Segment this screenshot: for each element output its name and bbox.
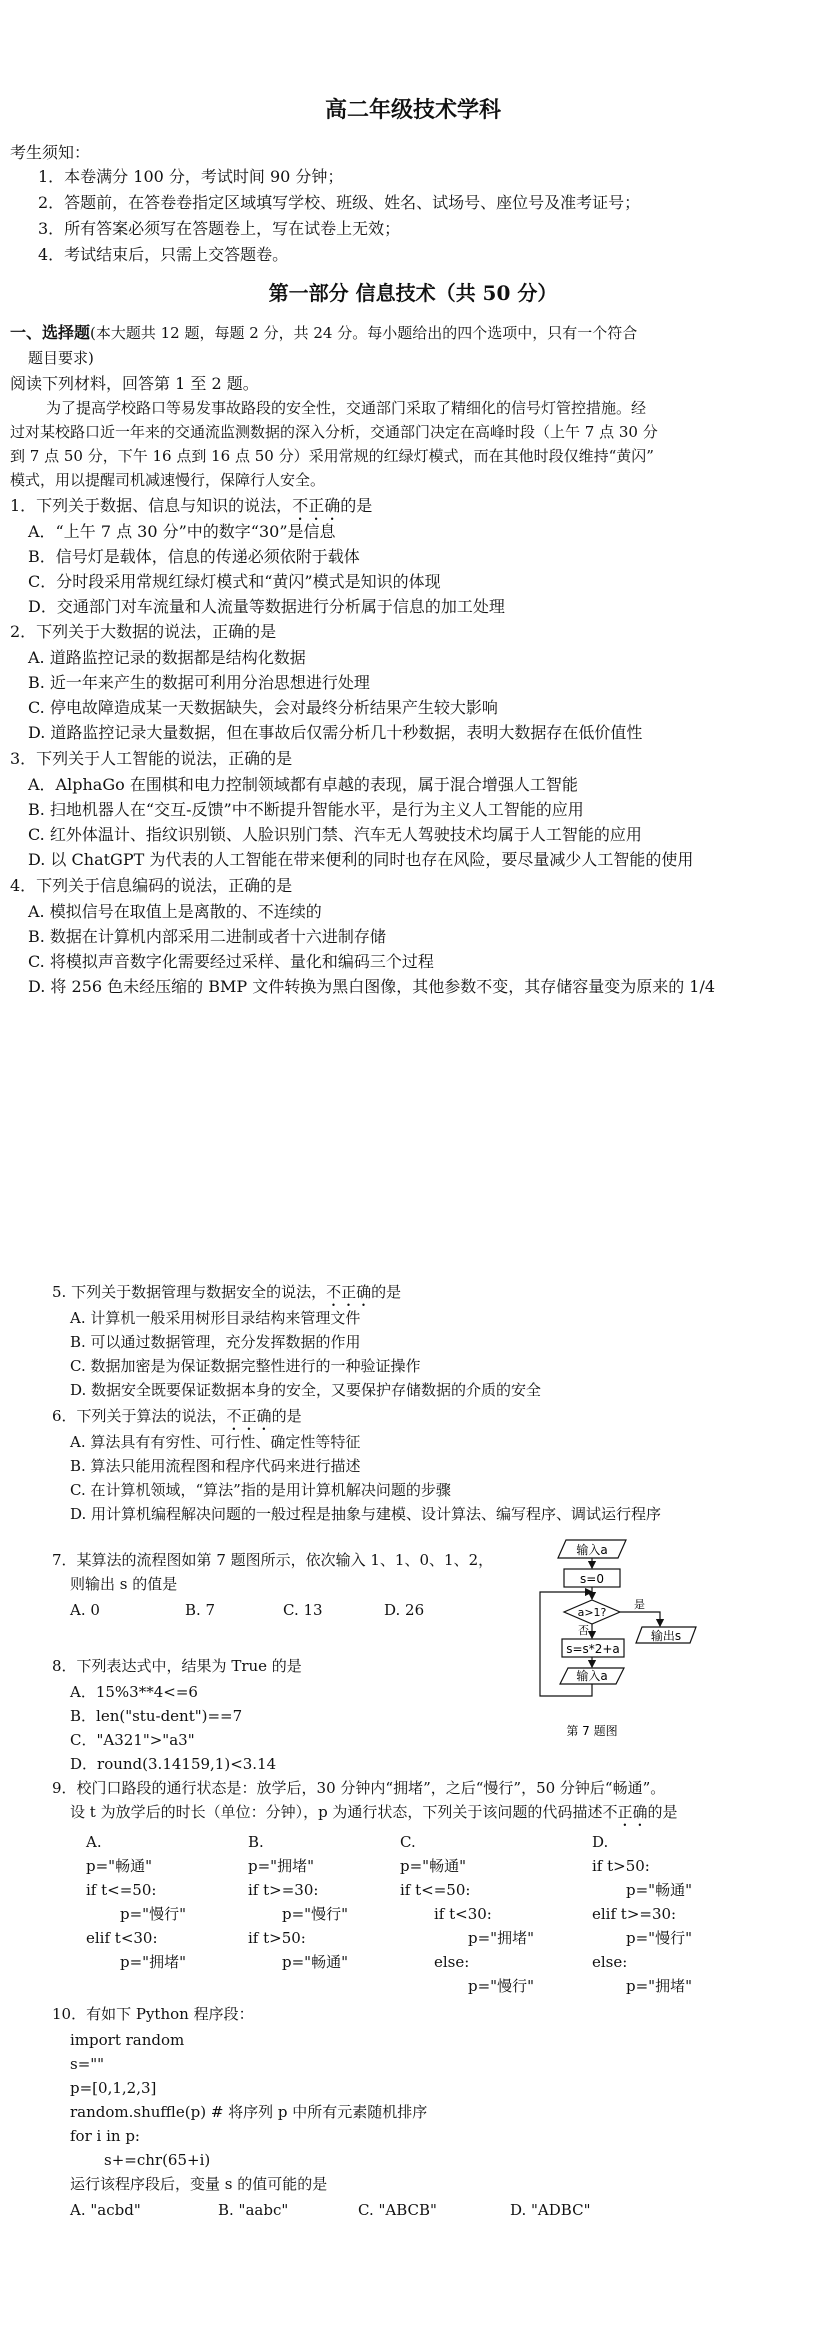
question-10-ask: 运行该程序段后，变量 s 的值可能的是	[70, 2175, 328, 2193]
option: B．信号灯是载体，信息的传递必须依附于载体	[28, 547, 360, 566]
code-option-label: C.	[400, 1833, 416, 1851]
material-line: 到 7 点 50 分，下午 16 点到 16 点 50 分）采用常规的红绿灯模式，而在其他时段仅维持“黄闪”	[10, 447, 654, 465]
code-line: p="拥堵"	[120, 1953, 186, 1971]
code-line: p="慢行"	[282, 1905, 348, 1923]
code-line: p="拥堵"	[468, 1929, 534, 1947]
notice-item: 3．所有答案必须写在答题卷上，写在试卷上无效；	[38, 219, 401, 238]
section-heading	[10, 323, 637, 343]
option: D．交通部门对车流量和人流量等数据进行分析属于信息的加工处理	[28, 597, 505, 616]
option: B. 可以通过数据管理，充分发挥数据的作用	[70, 1333, 361, 1351]
code-line: p="畅通"	[86, 1857, 152, 1875]
stem-text: 设 t 为放学后的时长（单位：分钟），p 为通行状态，下列关于该问题的代码描述不	[70, 1803, 618, 1821]
option: D．round(3.14159,1)<3.14	[70, 1755, 277, 1773]
option: B. 扫地机器人在“交互-反馈”中不断提升智能水平，是行为主义人工智能的应用	[28, 800, 584, 819]
option: A. 计算机一般采用树形目录结构来管理文件	[70, 1309, 361, 1327]
option: D. 26	[384, 1601, 425, 1619]
option: B. "aabc"	[218, 2201, 289, 2219]
question-9-stem: 9．校门口路段的通行状态是：放学后，30 分钟内“拥堵”，之后“慢行”，50 分钟后“畅通”。	[52, 1779, 666, 1797]
option: C. 停电故障造成某一天数据缺失，会对最终分析结果产生较大影响	[28, 698, 498, 717]
code-line: p="畅通"	[400, 1857, 466, 1875]
flowchart-yes-label: 是	[634, 1598, 645, 1611]
question-2-stem: 2．下列关于大数据的说法，正确的是	[10, 622, 277, 641]
question-7-stem-cont: 则输出 s 的值是	[70, 1575, 178, 1593]
option: A. 道路监控记录的数据都是结构化数据	[28, 648, 306, 667]
code-line: elif t>=30:	[592, 1905, 677, 1923]
part-heading: 第一部分 信息技术（共 50 分）	[268, 281, 558, 305]
question-3-stem: 3．下列关于人工智能的说法，正确的是	[10, 749, 293, 768]
code-line: p="拥堵"	[626, 1977, 692, 1995]
option: D. 数据安全既要保证数据本身的安全，又要保护存储数据的介质的安全	[70, 1381, 542, 1399]
code-line: p="拥堵"	[248, 1857, 314, 1875]
question-5-stem	[52, 1282, 401, 1310]
question-9-stem-cont	[70, 1802, 677, 1830]
code-line: p="慢行"	[120, 1905, 186, 1923]
question-8-stem: 8．下列表达式中，结果为 True 的是	[52, 1657, 302, 1675]
option: A. "acbd"	[70, 2201, 141, 2219]
code-line: s+=chr(65+i)	[104, 2151, 211, 2169]
emphasis-text: 不正确	[326, 1283, 372, 1301]
code-line: if t>50:	[248, 1929, 306, 1947]
code-option-label: B.	[248, 1833, 264, 1851]
notice-item: 1．本卷满分 100 分，考试时间 90 分钟；	[38, 167, 344, 186]
option: C. 在计算机领域，“算法”指的是用计算机解决问题的步骤	[70, 1481, 451, 1499]
code-line: random.shuffle(p) # 将序列 p 中所有元素随机排序	[70, 2103, 428, 2121]
option: D. "ADBC"	[510, 2201, 591, 2219]
section-desc: (本大题共 12 题，每题 2 分，共 24 分。每小题给出的四个选项中，只有一个符合	[90, 324, 638, 342]
option: C．分时段采用常规红绿灯模式和“黄闪”模式是知识的体现	[28, 572, 441, 591]
emphasis-text: 不正确	[226, 1407, 272, 1425]
option: D. 将 256 色未经压缩的 BMP 文件转换为黑白图像，其他参数不变，其存储容量变为原来的 1/4	[28, 977, 716, 996]
code-line: p="慢行"	[468, 1977, 534, 1995]
option: B. 数据在计算机内部采用二进制或者十六进制存储	[28, 927, 386, 946]
question-10-stem: 10．有如下 Python 程序段：	[52, 2005, 254, 2023]
code-option-label: A.	[86, 1833, 102, 1851]
stem-text: 6．下列关于算法的说法，	[52, 1407, 227, 1425]
option: B．len("stu-dent")==7	[70, 1707, 243, 1725]
question-1-stem	[10, 496, 372, 524]
flowchart-input2-label: 输入a	[576, 1669, 608, 1683]
flowchart-arrow	[620, 1612, 660, 1626]
option: C. 红外体温计、指纹识别锁、人脸识别门禁、汽车无人驾驶技术均属于人工智能的应用	[28, 825, 642, 844]
option: C. 数据加密是为保证数据完整性进行的一种验证操作	[70, 1357, 421, 1375]
notice-item: 4．考试结束后，只需上交答题卷。	[38, 245, 289, 264]
flowchart-update-label: s=s*2+a	[566, 1642, 620, 1656]
material-line: 模式，用以提醒司机减速慢行，保障行人安全。	[10, 471, 326, 489]
notice-heading: 考生须知：	[10, 143, 91, 162]
stem-text: 的是	[340, 496, 373, 515]
material-line: 为了提高学校路口等易发事故路段的安全性，交通部门采取了精细化的信号灯管控措施。经	[46, 399, 647, 417]
stem-text: 的是	[271, 1407, 302, 1425]
code-option-label: D.	[592, 1833, 609, 1851]
code-line: import random	[70, 2031, 185, 2049]
option: B. 算法只能用流程图和程序代码来进行描述	[70, 1457, 361, 1475]
option: A．“上午 7 点 30 分”中的数字“30”是信息	[28, 522, 336, 541]
question-7-stem: 7．某算法的流程图如第 7 题图所示，依次输入 1、1、0、1、2，	[52, 1551, 494, 1569]
flowchart-output-label: 输出s	[650, 1629, 682, 1643]
option: A．AlphaGo 在围棋和电力控制领域都有卓越的表现，属于混合增强人工智能	[28, 775, 578, 794]
option: A. 算法具有有穷性、可行性、确定性等特征	[70, 1433, 361, 1451]
option: C. 13	[283, 1601, 323, 1619]
code-line: p="畅通"	[282, 1953, 348, 1971]
flowchart-input-label: 输入a	[576, 1543, 608, 1557]
section-desc-cont: 题目要求)	[28, 349, 94, 367]
code-line: p="畅通"	[626, 1881, 692, 1899]
option: B. 近一年来产生的数据可利用分治思想进行处理	[28, 673, 370, 692]
flowchart-no-label: 否	[578, 1624, 589, 1637]
emphasis-text: 正确	[617, 1803, 648, 1821]
option: D. 用计算机编程解决问题的一般过程是抽象与建模、设计算法、编写程序、调试运行程序	[70, 1505, 662, 1523]
code-line: p="慢行"	[626, 1929, 692, 1947]
notice-item: 2．答题前，在答卷卷指定区域填写学校、班级、姓名、试场号、座位号及准考证号；	[38, 193, 641, 212]
question-4-stem: 4．下列关于信息编码的说法，正确的是	[10, 876, 293, 895]
stem-text: 的是	[647, 1803, 678, 1821]
code-line: for i in p:	[70, 2127, 140, 2145]
option: C. "ABCB"	[358, 2201, 437, 2219]
code-line: elif t<30:	[86, 1929, 158, 1947]
code-line: if t<=50:	[400, 1881, 471, 1899]
flowchart-init-label: s=0	[580, 1572, 604, 1586]
code-line: else:	[592, 1953, 628, 1971]
code-line: p=[0,1,2,3]	[70, 2079, 157, 2097]
flowchart	[520, 1530, 720, 1755]
option: B. 7	[185, 1601, 216, 1619]
question-6-stem	[52, 1406, 302, 1434]
code-line: if t<=50:	[86, 1881, 157, 1899]
option: A．15%3**4<=6	[70, 1683, 198, 1701]
flowchart-decision-label: a>1?	[577, 1606, 607, 1619]
emphasis-text: 不正确	[292, 496, 341, 515]
code-line: if t>=30:	[248, 1881, 319, 1899]
material-line: 过对某校路口近一年来的交通流监测数据的深入分析，交通部门决定在高峰时段（上午 7 点 30 分	[10, 423, 658, 441]
section-label: 一、选择题	[10, 323, 91, 342]
option: A. 0	[70, 1601, 100, 1619]
stem-text: 5. 下列关于数据管理与数据安全的说法，	[52, 1283, 327, 1301]
stem-text: 1．下列关于数据、信息与知识的说法，	[10, 496, 293, 515]
flowchart-caption: 第 7 题图	[566, 1724, 618, 1738]
option: C. 将模拟声音数字化需要经过采样、量化和编码三个过程	[28, 952, 434, 971]
option: D. 以 ChatGPT 为代表的人工智能在带来便利的同时也存在风险，要尽量减少人工智能的使用	[28, 850, 694, 869]
code-line: s=""	[70, 2055, 105, 2073]
page-title: 高二年级技术学科	[324, 97, 501, 123]
option: D. 道路监控记录大量数据，但在事故后仅需分析几十秒数据，表明大数据存在低价值性	[28, 723, 643, 742]
code-line: if t>50:	[592, 1857, 650, 1875]
code-line: else:	[434, 1953, 470, 1971]
code-line: if t<30:	[434, 1905, 492, 1923]
stem-text: 的是	[371, 1283, 402, 1301]
reading-intro: 阅读下列材料，回答第 1 至 2 题。	[10, 374, 259, 393]
option: A. 模拟信号在取值上是离散的、不连续的	[28, 902, 322, 921]
option: C．"A321">"a3"	[70, 1731, 195, 1749]
